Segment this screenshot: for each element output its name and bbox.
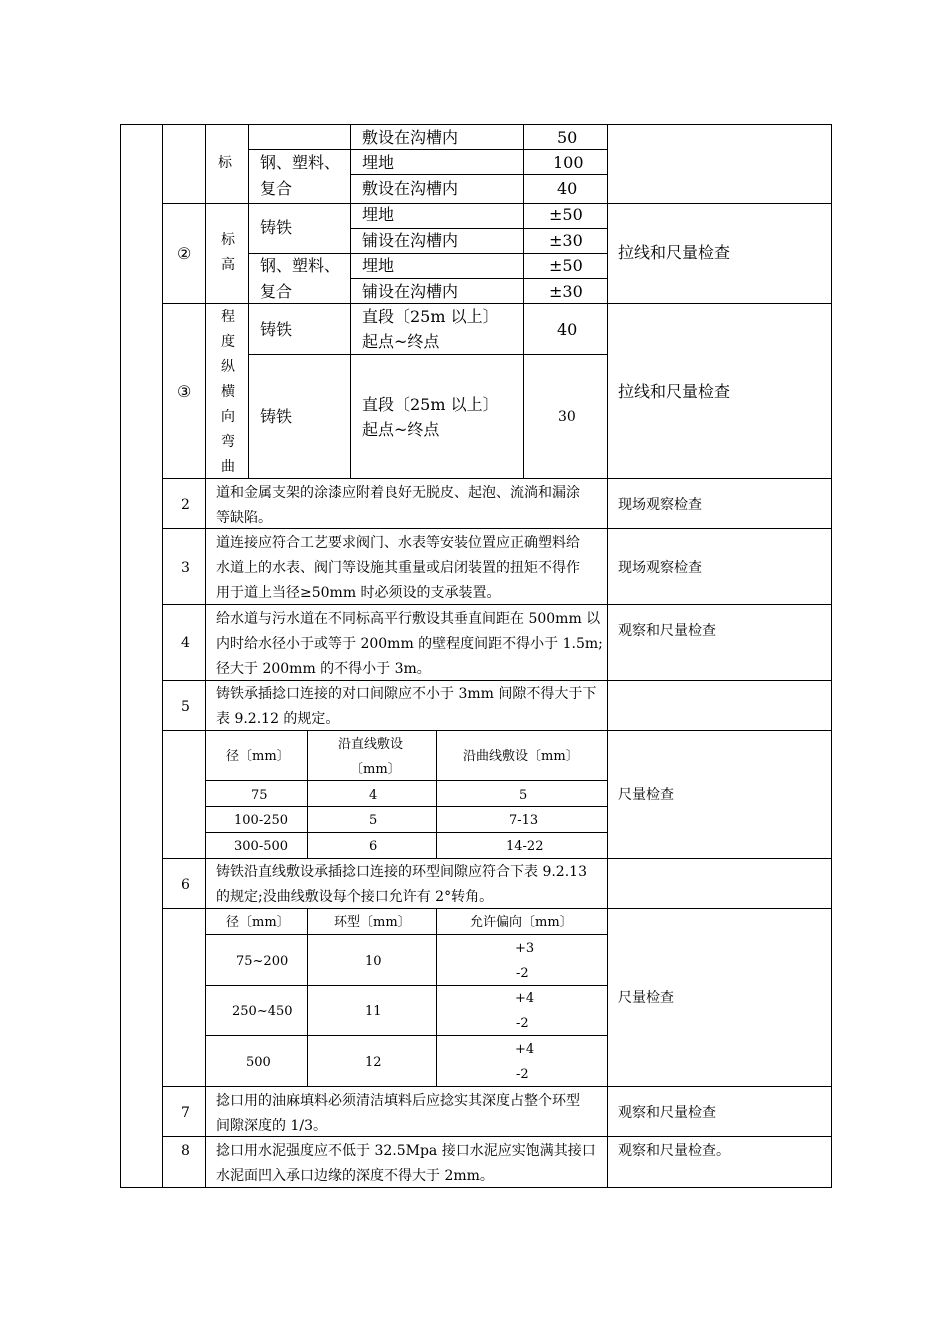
table5-row1-c2-text: 4 (369, 788, 378, 803)
item-3c-b-text-cell (350, 354, 524, 479)
item-2c-method: 拉线和尺量检查 (618, 243, 731, 262)
item4-line1: 给水道与污水道在不同标高平行敷设其垂直间距在 500mm 以 (216, 611, 601, 627)
table6-row1-c1-text: 75~200 (236, 954, 289, 969)
item-3c-label-char: 弯 (221, 434, 235, 450)
top-label: 标 (218, 155, 232, 171)
item-2c-label-cell (205, 203, 249, 304)
item4-method: 观察和尺量检查 (618, 623, 716, 639)
item5-number: 5 (181, 699, 190, 715)
table5-header-3-text: 沿曲线敷设〔mm〕 (463, 749, 579, 764)
item7-method: 观察和尺量检查 (618, 1105, 716, 1121)
table6-row3-c1-text: 500 (246, 1055, 271, 1070)
item-3c-b-text-2: 起点~终点 (362, 420, 440, 439)
table6-row2-c1-text: 250~450 (232, 1004, 293, 1019)
item-3c-a-text-2: 起点~终点 (362, 332, 440, 351)
table5-row2-c2-text: 5 (369, 813, 378, 828)
item6-method-cell (607, 858, 832, 909)
item8-method: 观察和尺量检查。 (618, 1143, 730, 1159)
item-3c-label-char: 横 (221, 384, 235, 400)
item-3c-a-mat: 铸铁 (260, 320, 293, 339)
item-2c-r1-label: 埋地 (362, 205, 395, 224)
table5-header-1-text: 径〔mm〕 (226, 749, 290, 764)
item4-line2: 内时给水径小于或等于 200mm 的壁程度间距不得小于 1.5m; (216, 636, 603, 652)
item-2c-label-1: 标 (221, 232, 235, 248)
table6-method: 尺量检查 (618, 990, 674, 1006)
item5-line1: 铸铁承插捻口连接的对口间隙应不小于 3mm 间隙不得大于下 (216, 686, 597, 702)
item4-line3: 径大于 200mm 的不得小于 3m。 (216, 661, 431, 677)
item-3c-label-char: 程 (221, 309, 235, 325)
item5-line2: 表 9.2.12 的规定。 (216, 711, 340, 727)
item-3c-number: ③ (177, 382, 192, 401)
table5-header-2-line2: 〔mm〕 (350, 762, 401, 777)
table5-row1-c1-text: 75 (251, 788, 268, 803)
table5-row3-c2-text: 6 (369, 839, 378, 854)
item8-number: 8 (181, 1143, 190, 1159)
item7-line2: 间隙深度的 1/3。 (216, 1118, 327, 1134)
item-2c-steel-line1: 钢、塑料、 (260, 256, 341, 275)
table6-row2-c3-plus: +4 (515, 991, 535, 1006)
item6-line1: 铸铁沿直线敷设承插捻口连接的环型间隙应符合下表 9.2.13 (216, 864, 587, 880)
table6-row2-c3-minus: -2 (516, 1016, 529, 1031)
item-2c-number: ② (177, 244, 192, 263)
item-2c-r2-label: 铺设在沟槽内 (362, 231, 459, 250)
table6-row3-c2-text: 12 (365, 1055, 382, 1070)
item-2c-r3-label: 埋地 (362, 256, 395, 275)
table6-header-1-text: 径〔mm〕 (226, 915, 290, 930)
table6-row1-c3-minus: -2 (516, 966, 529, 981)
top-row1-value-text: 50 (557, 128, 578, 147)
top-material-blank (248, 124, 351, 150)
item-2c-r2-value-text: ±30 (549, 231, 583, 250)
item8-line1: 捻口用水泥强度应不低于 32.5Mpa 接口水泥应实饱满其接口 (216, 1143, 596, 1159)
item2-number: 2 (181, 497, 190, 513)
table6-row3-c3-plus: +4 (515, 1042, 535, 1057)
item5-method-cell (607, 680, 832, 731)
table5-row2-c1-text: 100-250 (234, 813, 289, 828)
item-3c-method: 拉线和尺量检查 (618, 382, 731, 401)
item2-line1: 道和金属支架的涂漆应附着良好无脱皮、起泡、流淌和漏涂 (216, 485, 580, 501)
item-2c-r3-value-text: ±50 (549, 256, 583, 275)
item-2c-r4-label: 铺设在沟槽内 (362, 282, 459, 301)
item-2c-r1-value-text: ±50 (549, 205, 583, 224)
item-3c-label-char: 向 (221, 409, 235, 425)
item-3c-label-char: 曲 (221, 459, 235, 475)
top-row3-value-text: 40 (557, 179, 578, 198)
item3-line2: 水道上的水表、阀门等设施其重量或启闭装置的扭矩不得作 (216, 560, 580, 576)
item4-method-cell (607, 604, 832, 681)
item-2c-label-2: 高 (221, 257, 235, 273)
top-material-line2: 复合 (260, 179, 293, 198)
table6-row3-c3-minus: -2 (516, 1067, 529, 1082)
outer-column-a (120, 124, 163, 1188)
item-3c-label-char: 纵 (221, 359, 235, 375)
item7-number: 7 (181, 1105, 190, 1121)
item3-number: 3 (181, 560, 190, 576)
item6-number: 6 (181, 877, 190, 893)
item2-method: 现场观察检查 (618, 497, 702, 513)
table5-row1-c3-text: 5 (519, 788, 528, 803)
item7-line1: 捻口用的油麻填料必须清洁填料后应捻实其深度占整个环型 (216, 1093, 580, 1109)
item-3c-b-text-1: 直段〔25m 以上〕 (362, 395, 499, 414)
table6-header-2-text: 环型〔mm〕 (334, 915, 411, 930)
table5-row2-c3-text: 7-13 (509, 813, 539, 828)
item-3c-a-value: 40 (557, 320, 578, 339)
item4-number: 4 (181, 635, 190, 651)
top-row2-label: 埋地 (362, 153, 395, 172)
item-2c-iron: 铸铁 (260, 218, 293, 237)
top-material-line1: 钢、塑料、 (260, 153, 341, 172)
table5-method: 尺量检查 (618, 787, 674, 803)
item6-line2: 的规定;没曲线敷设每个接口允许有 2°转角。 (216, 889, 494, 905)
table5-row3-c1-text: 300-500 (234, 839, 289, 854)
top-row3-label: 敷设在沟槽内 (362, 179, 459, 198)
item3-method: 现场观察检查 (618, 560, 702, 576)
table6-header-3-text: 允许偏向〔mm〕 (470, 915, 573, 930)
table6-row2-c2-text: 11 (365, 1004, 382, 1019)
top-method-cell (607, 124, 832, 204)
item3-line1: 道连接应符合工艺要求阀门、水表等安装位置应正确塑料给 (216, 535, 580, 551)
item-2c-steel-line2: 复合 (260, 282, 293, 301)
item2-line2: 等缺陷。 (216, 510, 272, 526)
item3-line3: 用于道上当径≥50mm 时必须设的支承装置。 (216, 585, 501, 601)
table5-number-cell (162, 730, 206, 859)
item-2c-r4-value-text: ±30 (549, 282, 583, 301)
item-3c-a-text-1: 直段〔25m 以上〕 (362, 307, 499, 326)
item-3c-b-mat: 铸铁 (260, 407, 293, 426)
table6-number-cell (162, 908, 206, 1087)
item8-line2: 水泥面凹入承口边缘的深度不得大于 2mm。 (216, 1168, 494, 1184)
table6-row1-c3-plus: +3 (515, 941, 535, 956)
top-row2-value-text: 100 (553, 153, 584, 172)
table5-row3-c3-text: 14-22 (506, 839, 544, 854)
top-row1-label: 敷设在沟槽内 (362, 128, 459, 147)
item-3c-b-value: 30 (558, 409, 576, 425)
table6-row1-c2-text: 10 (365, 954, 382, 969)
item-3c-label-char: 度 (221, 334, 235, 350)
table5-header-2-line1: 沿直线敷设 (338, 737, 404, 752)
